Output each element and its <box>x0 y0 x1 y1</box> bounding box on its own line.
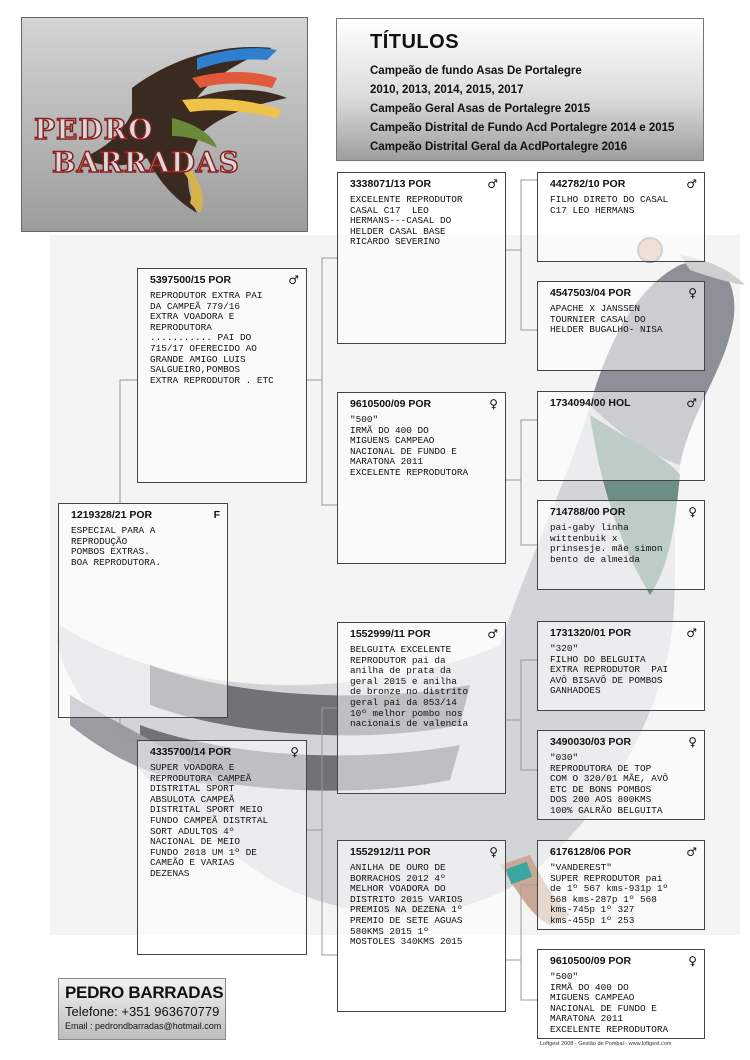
pigeon-description: "500" IRMÃ DO 400 DO MIGUENS CAMPEAO NACIONAL DE FUNDO E MARATONA 2011 EXCELENTE REPRODUTORA <box>350 414 469 478</box>
pigeon-description: "VANDEREST" SUPER REPRODUTOR pai de 1º 567 kms-931p 1º 568 kms-287p 1º 568 kms-745p 1º 327 kms-455p 1º 253 <box>550 862 669 926</box>
ring-number: 5397500/15 POR <box>150 274 232 286</box>
sex-marker: F <box>213 509 220 521</box>
pigeon-card-g2 <box>537 281 705 371</box>
logo-text-line-2: BARRADAS <box>52 146 240 179</box>
contact-panel <box>58 978 226 1040</box>
title-item: Campeão Geral Asas de Portalegre 2015 <box>370 103 591 115</box>
title-item: Campeão Distrital de Fundo Acd Portalegre 2014 e 2015 <box>370 122 675 134</box>
titles-heading: TÍTULOS <box>370 31 460 53</box>
ring-number: 1734094/00 HOL <box>550 397 631 409</box>
pigeon-card-g6 <box>537 730 705 820</box>
title-item: Campeão Distrital Geral da AcdPortalegre 2016 <box>370 141 628 153</box>
pigeon-card-sire-sire <box>337 172 506 344</box>
male-symbol-icon: ♂ <box>487 627 498 641</box>
contact-email: Email : pedrondbarradas@hotmail.com <box>65 1021 222 1031</box>
title-item: Campeão de fundo Asas De Portalegre <box>370 65 582 77</box>
pigeon-card-dam <box>137 740 307 955</box>
male-symbol-icon: ♂ <box>686 626 697 640</box>
pigeon-description: "320" FILHO DO BELGUITA EXTRA REPRODUTOR PAI AVÔ BISAVÔ DE POMBOS GANHADOES <box>550 643 669 697</box>
contact-phone: Telefone: +351 963670779 <box>65 1004 220 1019</box>
ring-number: 4547503/04 POR <box>550 287 632 299</box>
pigeon-description: FILHO DIRETO DO CASAL C17 LEO HERMANS <box>550 194 669 216</box>
pigeon-description: ANILHA DE OURO DE BORRACHOS 2012 4º MELHOR VOADORA DO DISTRITO 2015 VARIOS PREMIOS NA DEZENA 1º PREMIO DE SETE AGUAS 580KMS 2015 1º MOSTOLES 340KMS 2015 <box>350 862 463 948</box>
pigeon-card-g5 <box>537 621 705 711</box>
pigeon-card-g4 <box>537 500 705 590</box>
pigeon-description: EXCELENTE REPRODUTOR CASAL C17 LEO HERMANS---CASAL DO HELDER CASAL BASE RICARDO SEVERINO <box>350 194 463 248</box>
footer-credit: Loftgest 2008 - Gestão de Pombal - www.loftgest.com <box>540 1041 672 1047</box>
ring-number: 6176128/06 POR <box>550 846 632 858</box>
ring-number: 714788/00 POR <box>550 506 626 518</box>
pigeon-description: "030" REPRODUTORA DE TOP COM O 320/01 MÃE, AVÔ ETC DE BONS POMBOS DOS 200 AOS 800KMS 100% GALRÃO BELGUITA <box>550 752 669 816</box>
ring-number: 1731320/01 POR <box>550 627 632 639</box>
male-symbol-icon: ♂ <box>686 845 697 859</box>
titles-panel <box>336 18 704 161</box>
female-symbol-icon: ♀ <box>489 845 498 859</box>
male-symbol-icon: ♂ <box>686 396 697 410</box>
female-symbol-icon: ♀ <box>688 286 697 300</box>
pigeon-description: BELGUITA EXCELENTE REPRODUTOR pai da anilha de prata da geral 2015 e anilha de bronze no distrito geral pai da 053/14 10º melhor pombo nos nacionais de valencia <box>350 644 469 730</box>
pigeon-description: REPRODUTOR EXTRA PAI DA CAMPEÃ 779/16 EXTRA VOADORA E REPRODUTORA ........... PAI DO 715/17 OFERECIDO AO GRANDE AMIGO LUIS SALGUEIRO,POMBOS EXTRA REPRODUTOR . ETC <box>150 290 274 386</box>
female-symbol-icon: ♀ <box>489 397 498 411</box>
pigeon-card-g3 <box>537 391 705 481</box>
female-symbol-icon: ♀ <box>688 505 697 519</box>
pigeon-card-subject <box>58 503 228 718</box>
pigeon-card-g8 <box>537 949 705 1039</box>
ring-number: 4335700/14 POR <box>150 746 232 758</box>
pigeon-description: APACHE X JANSSEN TOURNIER CASAL DO HELDER BUGALHO- NISA <box>550 303 663 336</box>
ring-number: 1552912/11 POR <box>350 846 431 858</box>
pigeon-description: pai-gaby linha wittenbuik x prinsesje. mãe simon bento de almeida <box>550 522 663 565</box>
ring-number: 3338071/13 POR <box>350 178 432 190</box>
pigeon-card-dam-sire <box>337 622 506 794</box>
male-symbol-icon: ♂ <box>686 177 697 191</box>
ring-number: 1219328/21 POR <box>71 509 153 521</box>
logo-text-line-1: PEDRO <box>34 113 154 146</box>
contact-name: PEDRO BARRADAS <box>65 983 224 1002</box>
ring-number: 9610500/09 POR <box>350 398 432 410</box>
pigeon-card-sire <box>137 268 307 483</box>
male-symbol-icon: ♂ <box>288 273 299 287</box>
ring-number: 1552999/11 POR <box>350 628 431 640</box>
male-symbol-icon: ♂ <box>487 177 498 191</box>
breeder-logo <box>21 17 308 232</box>
title-item: 2010, 2013, 2014, 2015, 2017 <box>370 84 524 96</box>
ring-number: 9610500/09 POR <box>550 955 632 967</box>
ring-number: 442782/10 POR <box>550 178 626 190</box>
pigeon-card-g7 <box>537 840 705 930</box>
titles-list <box>370 62 674 157</box>
pigeon-description: SUPER VOADORA E REPRODUTORA CAMPEÃ DISTRITAL SPORT ABSULOTA CAMPEÃ DISTRITAL SPORT MEIO FUNDO CAMPEÃ DISTRTAL SORT ADULTOS 4º NACIONAL DE MEIO FUNDO 2018 UM 1º DE CAMEÃO E VARIAS DEZENAS <box>150 762 269 879</box>
pigeon-card-g1 <box>537 172 705 262</box>
female-symbol-icon: ♀ <box>688 735 697 749</box>
ring-number: 3490030/03 POR <box>550 736 632 748</box>
pigeon-card-dam-dam <box>337 840 506 1012</box>
pigeon-card-sire-dam <box>337 392 506 564</box>
pigeon-description: "500" IRMÃ DO 400 DO MIGUENS CAMPEAO NACIONAL DE FUNDO E MARATONA 2011 EXCELENTE REPRODUTORA <box>550 971 669 1035</box>
female-symbol-icon: ♀ <box>688 954 697 968</box>
pigeon-description: ESPECIAL PARA A REPRODUÇÃO POMBOS EXTRAS. BOA REPRODUTORA. <box>71 525 162 568</box>
female-symbol-icon: ♀ <box>290 745 299 759</box>
